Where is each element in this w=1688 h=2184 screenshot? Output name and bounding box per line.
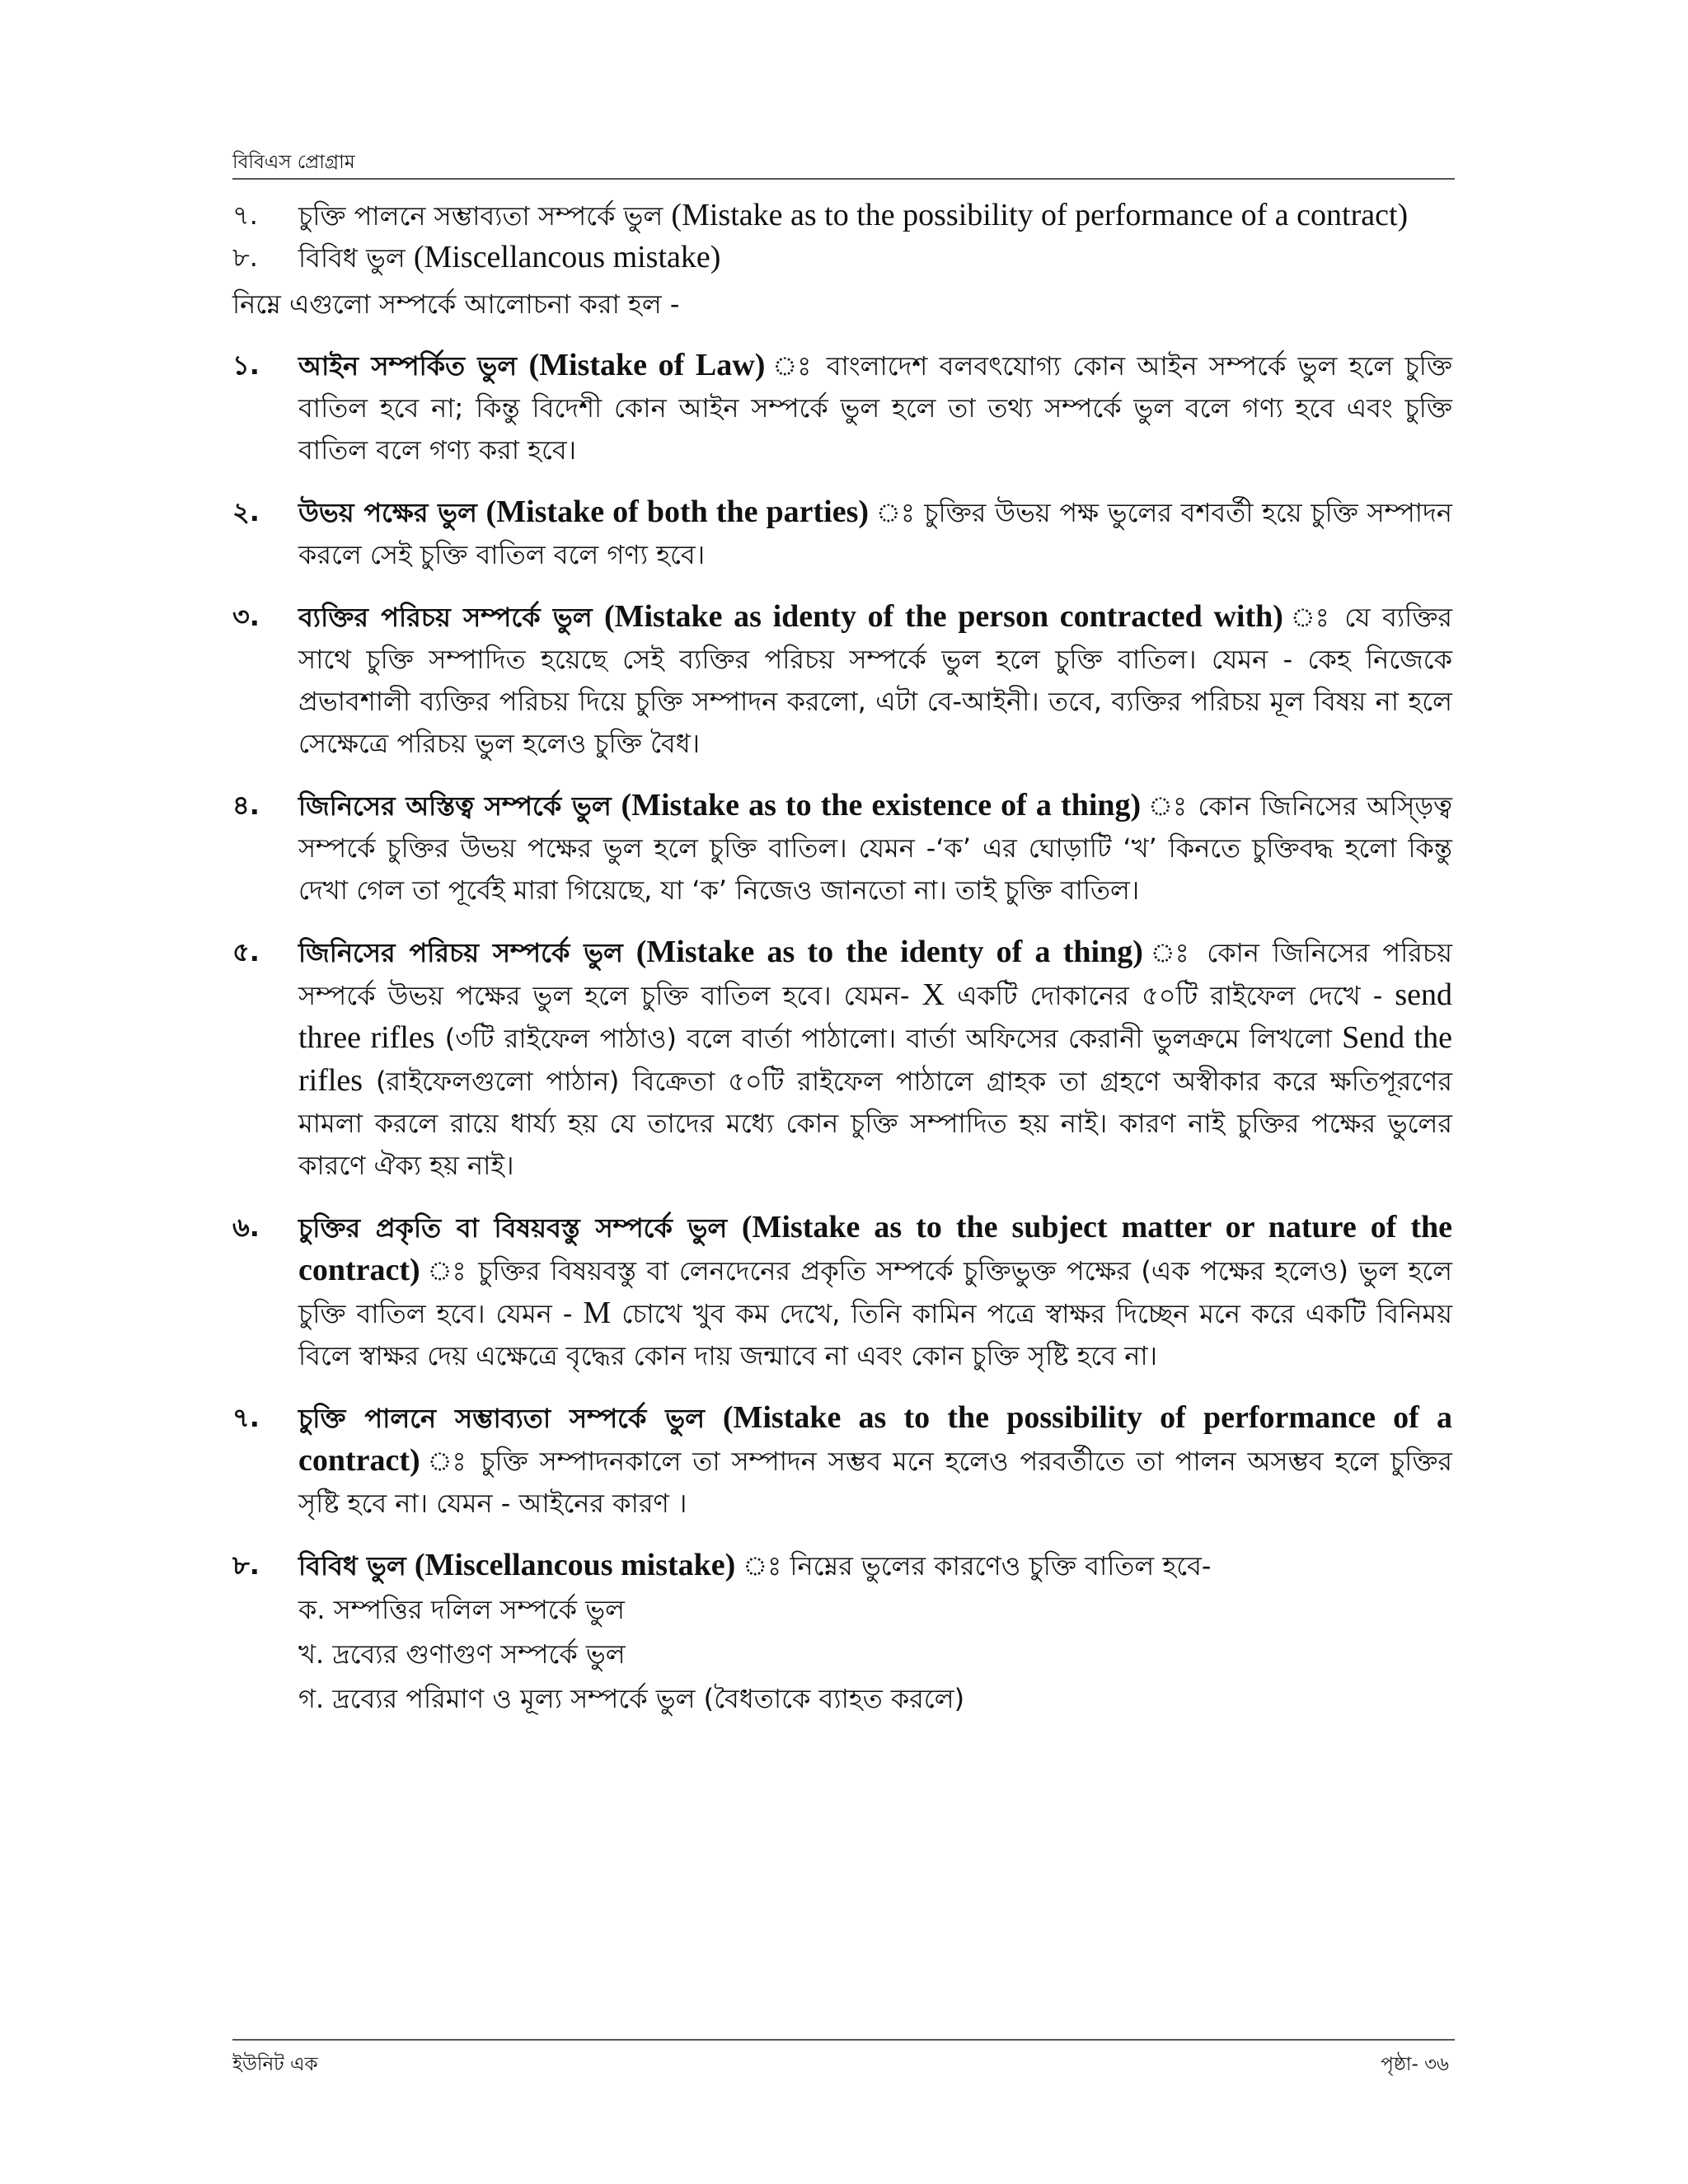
english-quote: send three rifles	[298, 977, 1452, 1055]
item-number: ৫.	[232, 936, 260, 968]
item-text: ঃ বাংলাদেশ বলবৎযোগ্য কোন আইন সম্পর্কে ভুল হলে চুক্তি বাতিল হবে না; কিন্তু বিদেশী কোন আইন সম্পর্কে ভুল হলে তা তথ্য সম্পর্কে ভুল বলে গণ্য হবে এবং চুক্তি বাতিল বলে গণ্য করা হবে।	[298, 350, 1453, 466]
item-title-english: (Mistake as to the subject matter or nature of the contract)	[298, 1210, 1453, 1287]
item-number: ৮.	[232, 1549, 260, 1581]
item-number: ৪.	[232, 790, 260, 821]
item-title: চুক্তির প্রকৃতি বা বিষয়বস্তু সম্পর্কে ভুল	[298, 1212, 728, 1244]
item-body	[298, 596, 1452, 765]
item-title: উভয় পক্ষের ভুল	[298, 497, 477, 528]
item-text: ঃ চুক্তির উভয় পক্ষ ভুলের বশবর্তী হয়ে চুক্তি সম্পাদন করলে সেই চুক্তি বাতিল বলে গণ্য হবে।	[298, 497, 1452, 570]
item-title-english: (Mistake as to the existence of a thing)	[621, 788, 1142, 823]
item-body	[298, 1207, 1452, 1377]
bengali-text: চুক্তি পালনে সম্ভাব্যতা সম্পর্কে ভুল	[298, 200, 663, 232]
item-body	[298, 1397, 1452, 1525]
top-list-item	[232, 237, 1452, 279]
item-body	[298, 491, 1452, 576]
item-body	[298, 1544, 1452, 1721]
mistake-item	[232, 1207, 1452, 1377]
item-title: জিনিসের অস্তিত্ব সম্পর্কে ভুল	[298, 790, 612, 822]
header-divider	[232, 178, 1455, 180]
mistake-item	[232, 344, 1452, 471]
sub-item: ক. সম্পত্তির দলিল সম্পর্কে ভুল	[298, 1594, 625, 1625]
footer-divider	[232, 2039, 1455, 2041]
list-number: ৮.	[232, 241, 258, 273]
item-text: (রাইফেলগুলো পাঠান) বিক্রেতা ৫০টি রাইফেল পাঠালে গ্রাহক তা গ্রহণে অস্বীকার করে ক্ষতিপূরণের মামলা করলে রায়ে ধার্য্য হয় যে তাদের মধ্যে কোন চুক্তি সম্পাদিত হয় নাই। কারণ নাই চুক্তির পক্ষের ভুলের কারণে ঐক্য হয় নাই।	[298, 1066, 1452, 1181]
item-text: ঃ চুক্তির বিষয়বস্তু বা লেনদেনের প্রকৃতি সম্পর্কে চুক্তিভুক্ত পক্ষের (এক পক্ষের হলেও) ভুল হলে চুক্তি বাতিল হবে। যেমন -	[298, 1255, 1453, 1329]
item-title: আইন সম্পর্কিত ভুল	[298, 350, 518, 382]
variable-x: X	[921, 977, 945, 1012]
variable-m: M	[583, 1296, 612, 1330]
english-text: (Mistake as to the possibility of performance of a contract)	[671, 198, 1409, 232]
intro-text: নিম্নে এগুলো সম্পর্কে আলোচনা করা হল -	[232, 288, 680, 320]
top-list-item	[232, 194, 1452, 237]
item-body	[298, 785, 1452, 912]
item-title-english: (Mistake of Law)	[528, 348, 766, 382]
item-text: চোখে খুব কম দেখে, তিনি কামিন পত্রে স্বাক্ষর দিচ্ছেন মনে করে একটি বিনিময় বিলে স্বাক্ষর দেয় এক্ষেত্রে বৃদ্ধের কোন দায় জন্মাবে না এবং কোন চুক্তি সৃষ্টি হবে না।	[298, 1298, 1452, 1371]
item-text: ঃ চুক্তি সম্পাদনকালে তা সম্পাদন সম্ভব মনে হলেও পরবর্তীতে তা পালন অসম্ভব হলে চুক্তির সৃষ্টি হবে না। যেমন - আইনের কারণ ।	[298, 1446, 1453, 1519]
item-text: ঃ নিম্নের ভুলের কারণেও চুক্তি বাতিল হবে-	[781, 1550, 1212, 1582]
item-title-english: (Mistake of both the parties)	[485, 494, 870, 529]
english-quote: Send the rifles	[298, 1020, 1453, 1098]
mistake-item	[232, 785, 1452, 912]
item-text: (৩টি রাইফেল পাঠাও) বলে বার্তা পাঠালো। বার্তা অফিসের কেরানী ভুলক্রমে লিখলো	[444, 1023, 1332, 1054]
item-body	[298, 344, 1452, 471]
sub-item: খ. দ্রব্যের গুণাগুণ সম্পর্কে ভুল	[298, 1638, 626, 1670]
item-number: ৭.	[232, 1402, 260, 1433]
item-title-english: (Mistake as identy of the person contracted with)	[603, 599, 1283, 634]
footer-unit: ইউনিট এক	[232, 2054, 318, 2075]
english-text: (Miscellancous mistake)	[413, 240, 721, 274]
mistake-item	[232, 491, 1452, 576]
mistake-item	[232, 1544, 1452, 1721]
item-title-english: (Mistake as to the possibility of performance of a contract)	[298, 1400, 1452, 1478]
item-body	[298, 931, 1452, 1187]
item-title: চুক্তি পালনে সম্ভাব্যতা সম্পর্কে ভুল	[298, 1403, 705, 1434]
item-number: ২.	[232, 496, 260, 527]
item-number: ১.	[232, 349, 260, 381]
mistake-item	[232, 931, 1452, 1187]
item-number: ৩.	[232, 601, 260, 632]
list-text	[298, 194, 1452, 237]
item-title-english: (Mistake as to the identy of a thing)	[635, 935, 1143, 969]
item-title-english: (Miscellancous mistake)	[414, 1548, 736, 1582]
mistake-item	[232, 596, 1452, 765]
item-text: ঃ কোন জিনিসের অস্ড়িত্ব সম্পর্কে চুক্তির উভয় পক্ষের ভুল হলে চুক্তি বাতিল। যেমন -‘ক’ এর ঘোড়াটি ‘খ’ কিনতে চুক্তিবদ্ধ হলো কিন্তু দেখা গেল তা পূর্বেই মারা গিয়েছে, যা ‘ক’ নিজেও জানতো না। তাই চুক্তি বাতিল।	[298, 790, 1452, 906]
bengali-text: বিবিধ ভুল	[298, 242, 406, 274]
item-text: ঃ যে ব্যক্তির সাথে চুক্তি সম্পাদিত হয়েছে সেই ব্যক্তির পরিচয় সম্পর্কে ভুল হলে চুক্তি বাতিল। যেমন - কেহ নিজেকে প্রভাবশালী ব্যক্তির পরিচয় দিয়ে চুক্তি সম্পাদন করলো, এটা বে-আইনী। তবে, ব্যক্তির পরিচয় মূল বিষয় না হলে সেক্ষেত্রে পরিচয় ভুল হলেও চুক্তি বৈধ।	[298, 602, 1453, 759]
item-text: একটি দোকানের ৫০টি রাইফেল দেখে -	[957, 980, 1383, 1011]
sub-item: গ. দ্রব্যের পরিমাণ ও মূল্য সম্পর্কে ভুল (বৈধতাকে ব্যাহত করলে)	[298, 1683, 965, 1714]
item-title: জিনিসের পরিচয় সম্পর্কে ভুল	[298, 937, 623, 968]
item-number: ৬.	[232, 1212, 260, 1243]
item-title: ব্যক্তির পরিচয় সম্পর্কে ভুল	[298, 602, 593, 633]
page-number: পৃষ্ঠা- ৩৬	[1381, 2054, 1449, 2075]
running-header: বিবিএস প্রোগ্রাম	[232, 152, 355, 173]
top-list	[232, 194, 1452, 279]
item-text: ঃ কোন জিনিসের পরিচয় সম্পর্কে উভয় পক্ষের ভুল হলে চুক্তি বাতিল হবে। যেমন-	[298, 937, 1452, 1011]
mistake-item	[232, 1397, 1452, 1525]
item-title: বিবিধ ভুল	[298, 1550, 406, 1582]
list-number: ৭.	[232, 199, 258, 231]
list-text	[298, 237, 1452, 279]
page-content	[232, 194, 1452, 1721]
